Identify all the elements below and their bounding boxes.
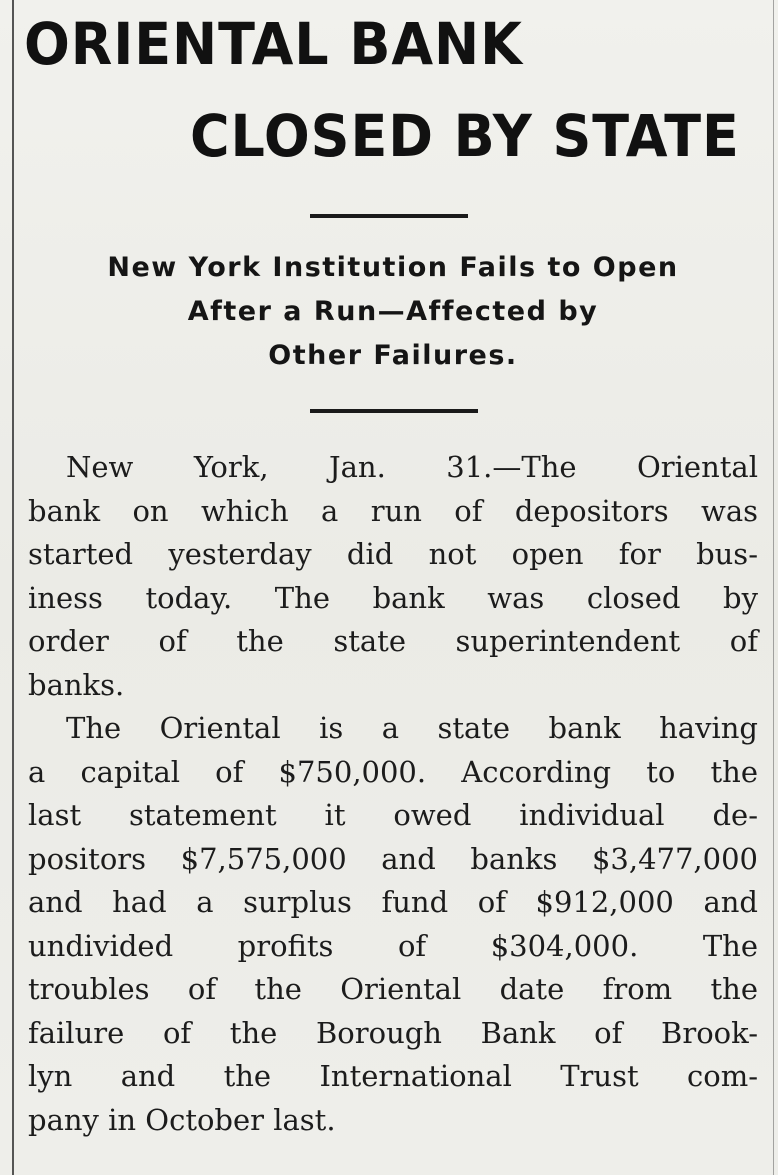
paragraph-2-line: failure of the Borough Bank of Brook-	[28, 1015, 758, 1050]
headline-line-1: ORIENTAL BANK	[24, 10, 523, 78]
subheadline	[18, 246, 768, 378]
paragraph-2-line: pany in October last.	[28, 1102, 336, 1137]
paragraph-1-line: order of the state superintendent of	[28, 624, 758, 658]
paragraph-1-line: iness today. The bank was closed by	[28, 580, 758, 615]
paragraph-2-line: The Oriental is a state bank having	[66, 711, 758, 745]
headline-separator	[310, 214, 468, 218]
column-rule-left	[12, 0, 14, 1175]
paragraph-1-line: New York, Jan. 31.—The Oriental	[66, 450, 758, 484]
paragraph-2-line: undivided profits of $304,000. The	[28, 928, 758, 963]
paragraph-2-line: positors $7,575,000 and banks $3,477,000	[28, 841, 758, 876]
paragraph-1-line: banks.	[28, 667, 125, 702]
paragraph-2-line: troubles of the Oriental date from the	[28, 972, 758, 1006]
subheadline-line: New York Institution Fails to Open	[107, 252, 679, 283]
subheadline-separator	[310, 409, 478, 413]
paragraph-2-line: a capital of $750,000. According to the	[28, 754, 758, 789]
column-rule-right	[773, 0, 774, 1175]
paragraph-2-line: last statement it owed individual de-	[28, 798, 758, 832]
paragraph-2-line: and had a surplus fund of $912,000 and	[28, 885, 758, 919]
paragraph-1-line: bank on which a run of depositors was	[28, 493, 758, 528]
headline-line-2: CLOSED BY STATE	[190, 102, 740, 170]
paragraph-1-line: started yesterday did not open for bus-	[28, 537, 758, 571]
paragraph-2-line: lyn and the International Trust com-	[28, 1059, 758, 1093]
subheadline-line: After a Run—Affected by	[187, 296, 599, 327]
article-body	[28, 446, 758, 1142]
subheadline-line: Other Failures.	[268, 340, 518, 371]
